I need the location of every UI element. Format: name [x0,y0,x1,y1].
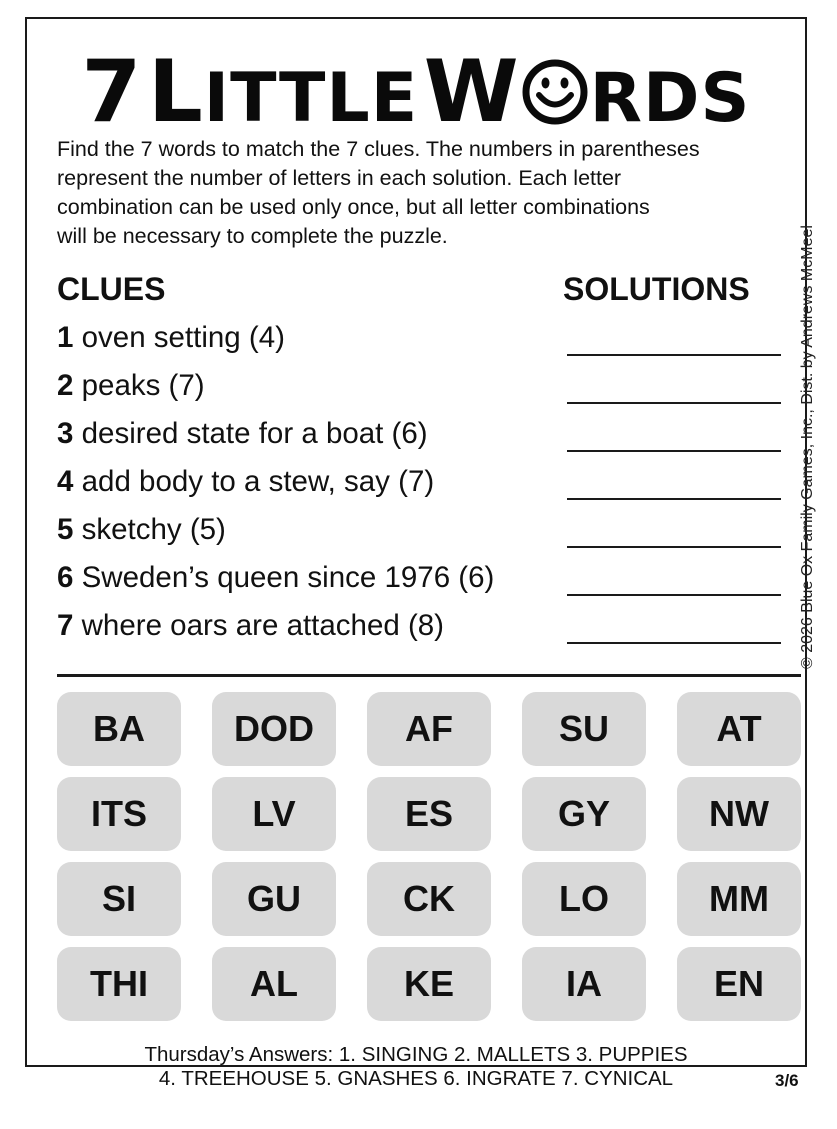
letter-tile[interactable]: BA [57,692,181,766]
letter-tile[interactable]: GU [212,862,336,936]
letter-tile[interactable]: ES [367,777,491,851]
letter-tile[interactable]: KE [367,947,491,1021]
clue-text: sketchy (5) [81,513,226,546]
clue-number: 5 [57,513,74,546]
puzzle-frame [25,17,816,1090]
previous-answers-line: 4. TREEHOUSE 5. GNASHES 6. INGRATE 7. CYNICAL [158,1067,674,1090]
clue-3 [57,417,428,451]
clue-7 [57,609,444,643]
solution-blank-3[interactable] [567,450,781,452]
instructions-line: will be necessary to complete the puzzle. [57,224,448,248]
previous-answers-line: Thursday’s Answers: 1. SINGING 2. MALLETS 3. PUPPIES [144,1043,688,1066]
clues-heading: CLUES [57,271,166,307]
copyright-text: © 2026 Blue Ox Family Games, Inc., Dist. by Andrews McMeel [799,225,816,669]
solution-blank-6[interactable] [567,594,781,596]
clue-2 [57,369,205,403]
letter-tile[interactable]: CK [367,862,491,936]
instructions-line: combination can be used only once, but all letter combinations [57,195,650,219]
letter-tile[interactable]: AL [212,947,336,1021]
clue-text: where oars are attached (8) [81,609,445,642]
smiley-face-icon [522,59,588,125]
page-number: 3/6 [775,1071,799,1090]
letter-tile[interactable]: LV [212,777,336,851]
letter-tile[interactable]: DOD [212,692,336,766]
clue-number: 1 [57,321,74,354]
instructions-line: represent the number of letters in each solution. Each letter [57,166,622,190]
clue-text: oven setting (4) [81,321,285,354]
letter-tile[interactable]: THI [57,947,181,1021]
solution-blank-4[interactable] [567,498,781,500]
solution-blank-7[interactable] [567,642,781,644]
instructions [57,135,799,251]
clue-number: 7 [57,609,74,642]
solutions-heading: SOLUTIONS [563,271,750,307]
clue-text: Sweden’s queen since 1976 (6) [81,561,495,594]
letter-tile[interactable]: EN [677,947,801,1021]
letter-tile[interactable]: ITS [57,777,181,851]
clue-text: add body to a stew, say (7) [81,465,435,498]
letter-tile[interactable]: MM [677,862,801,936]
letter-tile[interactable]: LO [522,862,646,936]
title-word2-initial: W [423,42,520,142]
title-word2-rest: RDS [589,59,751,138]
clue-5 [57,513,226,547]
instructions-line: Find the 7 words to match the 7 clues. The numbers in parentheses [57,137,700,161]
letter-tile[interactable]: AT [677,692,801,766]
clue-number: 3 [57,417,74,450]
puzzle-title [27,37,805,147]
title-word1-initial: L [147,42,204,142]
solution-blank-5[interactable] [567,546,781,548]
clue-6 [57,561,494,595]
title-number: 7 [81,42,143,142]
solution-blank-2[interactable] [567,402,781,404]
clue-text: peaks (7) [81,369,205,402]
clue-4 [57,465,434,499]
letter-tile[interactable]: SU [522,692,646,766]
letter-tile[interactable]: NW [677,777,801,851]
title-word1-rest: ITTLE [203,59,419,138]
clue-number: 4 [57,465,74,498]
previous-answers [27,1043,805,1091]
clue-number: 6 [57,561,74,594]
letter-tile[interactable]: AF [367,692,491,766]
clue-1 [57,321,285,355]
letter-tile[interactable]: GY [522,777,646,851]
clue-number: 2 [57,369,74,402]
divider [57,674,801,677]
letter-tile[interactable]: IA [522,947,646,1021]
solution-blank-1[interactable] [567,354,781,356]
letter-tile[interactable]: SI [57,862,181,936]
clue-text: desired state for a boat (6) [81,417,428,450]
